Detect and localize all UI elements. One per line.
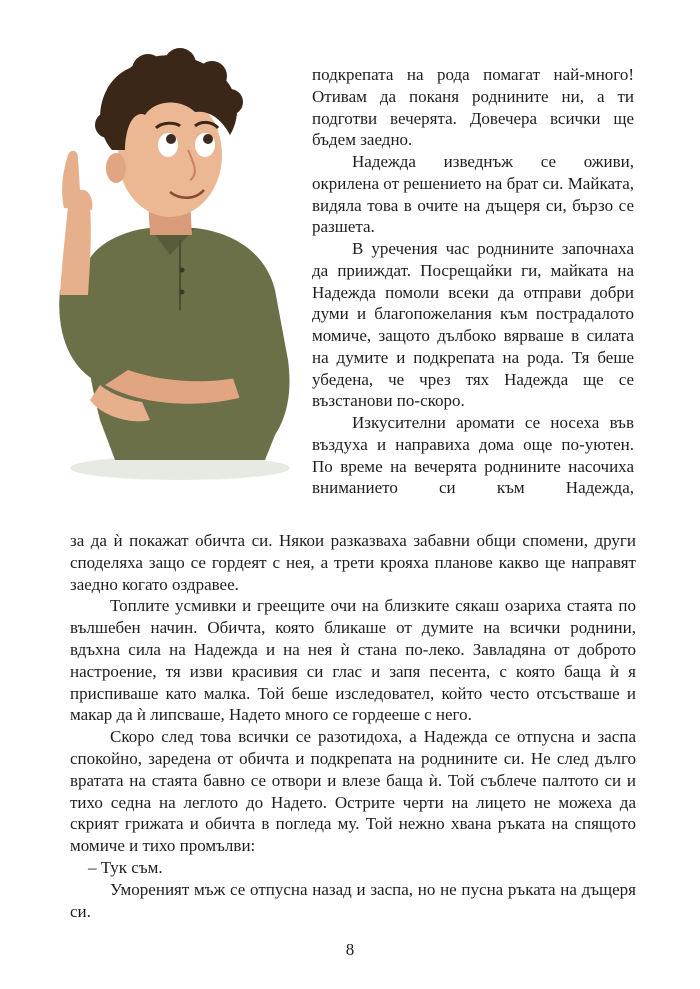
paragraph: В уречения час роднините започнаха да прииждат. Посрещайки ги, майката на Надежда помоли всеки да отправи добри думи и благопожелания към пострадалото момиче, защото дълбоко вярваше в силата на думите и подкрепата на рода. Тя беше убедена, че чрез тях Надежда ще се възстанови по-скоро. <box>312 239 634 411</box>
text-column-full <box>70 530 636 922</box>
paragraph: Скоро след това всички се разотидоха, а Надежда се отпусна и заспа спокойно, заредена от обичта и подкрепата на роднините си. Не след дълго вратата на стаята бавно се отвори и влезе баща ѝ. Той съблече палтото си и тихо седна на леглото до Надето. Острите черти на лицето не можеха да скрият грижата и обичта в погледа му. Той нежно хвана ръката на спящото момиче и тихо промълви: <box>70 727 636 856</box>
boy-pointing-up-illustration <box>30 40 305 480</box>
paragraph: подкрепата на рода помагат най-много! Отивам да поканя роднините ни, а ти подготви вечерята. Довечера всички ще бъдем заедно. <box>312 65 634 150</box>
page-number: 8 <box>345 940 355 959</box>
paragraph: Изкусителни аромати се носеха във въздуха и направиха дома още по-уютен. По време на вечерята роднините насочиха вниманието си към Надежда, <box>312 413 634 498</box>
paragraph: Топлите усмивки и греещите очи на близките сякаш озариха стаята по вълшебен начин. Обичта, която бликаше от думите на всички роднини, вдъхна сила на Надежда и на нея ѝ стана по-леко. Завладяна от доброто настроение, тя изви красивия си глас и запя песента, с която баща ѝ я приспиваше като малка. Той беше изследовател, който често отсъстваше и макар да ѝ липсваше, Надето много се гордееше с него. <box>70 596 636 725</box>
paragraph: Надежда изведнъж се оживи, окрилена от решението на брат си. Майката, видяла това в очите на дъщеря си, бързо се разшета. <box>312 152 634 237</box>
text-column-right <box>312 64 634 499</box>
paragraph: за да ѝ покажат обичта си. Някои разказваха забавни общи спомени, други споделяха защо се гордеят с нея, а трети крояха планове какво ще направят заедно когато оздравее. <box>70 531 636 594</box>
paragraph: Умореният мъж се отпусна назад и заспа, но не пусна ръката на дъщеря си. <box>70 879 636 921</box>
dialogue-line: – Тук съм. <box>88 857 163 877</box>
